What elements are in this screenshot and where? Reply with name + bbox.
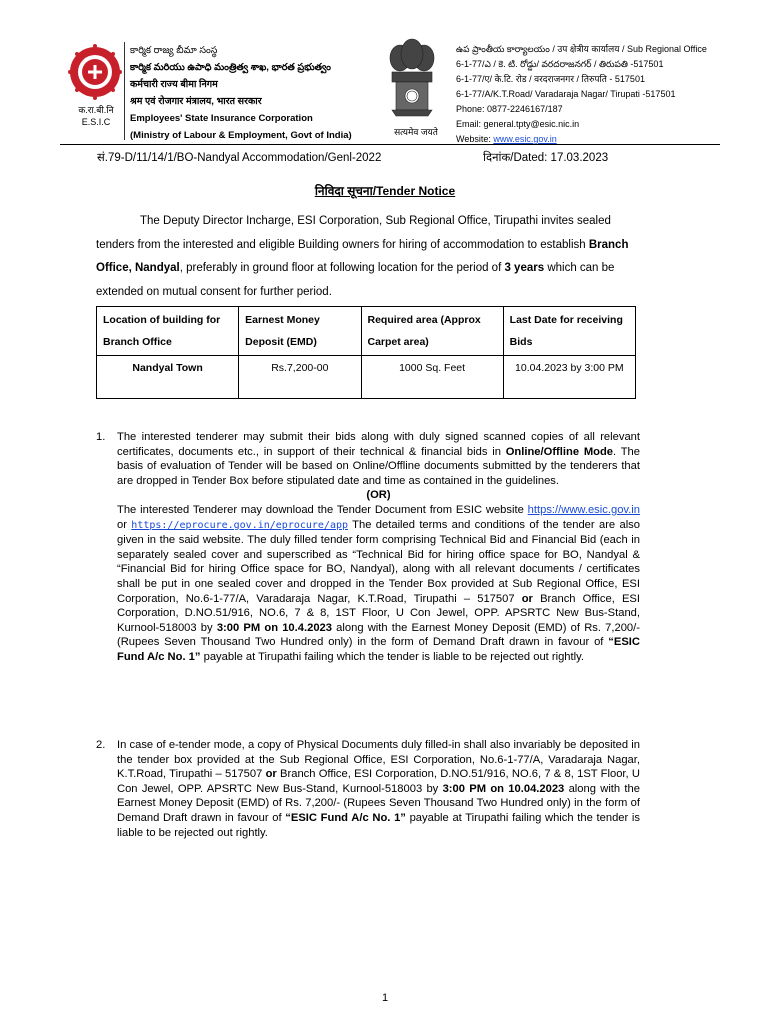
national-emblem-icon: [384, 36, 440, 124]
eprocure-link[interactable]: https://eprocure.gov.in/eprocure/app: [131, 519, 349, 531]
table-cell: 1000 Sq. Feet: [361, 356, 503, 399]
phone: Phone: 0877-2246167/187: [456, 104, 563, 114]
address-english: 6-1-77/A/K.T.Road/ Varadaraja Nagar/ Tirupati -517501: [456, 89, 676, 99]
header-divider: [124, 42, 125, 140]
org-name-hindi: कर्मचारी राज्य बीमा निगम: [130, 79, 218, 90]
header-right-block: [456, 42, 746, 147]
tender-table: [96, 306, 636, 399]
clause-number: 2.: [96, 739, 106, 751]
table-cell: Rs.7,200-00: [239, 356, 361, 399]
table-header: Earnest Money Deposit (EMD): [239, 307, 361, 356]
clause-2: 2. In case of e-tender mode, a copy of Physical Documents duly filled-in shall also invariably be deposited in the tender box provided at the Sub Regional Office, ESI Corporation, No.6-1-77/A, Varadaraja Nagar, K.T.Road, Tirupathi – 517507 or Branch Office, ESI Corporation, D.NO.51/916, NO.6, 7 & 8, 1ST Floor, U Con Jewel, OPP. APSRTC New Bus-Stand, Kurnool-518003 by 3:00 PM on 10.04.2023 along with the Earnest Money Deposit (EMD) of Rs. 7,200/- (Rupees Seven Thousand Two Hundred only) in the form of Demand Draft drawn in favour of “ESIC Fund A/c No. 1” payable at Tirupathi failing which the tender is liable to be rejected out rightly.: [96, 739, 641, 839]
org-name-english: Employees' State Insurance Corporation: [130, 113, 313, 124]
logo-caption: क.रा.बी.नि E.S.I.C: [78, 105, 114, 127]
table-header: Required area (Approx Carpet area): [361, 307, 503, 356]
email: Email: general.tpty@esic.nic.in: [456, 119, 580, 129]
clause-1: 1. The interested tenderer may submit their bids along with duly signed scanned copies of all relevant certificates, documents etc., in support of their technical & financial bids in Online/Offline Mode. The basis of evaluation of Tender will be based on Online/Offline documents submitted by the tenderers that are dropped in Tender Box before stipulated date and time as contained in the guidelines. (OR) The interested Tenderer may download the Tender Document from ESIC website https://www.esic.gov.in or https://eprocure.gov.in/eprocure/app The detailed terms and conditions of the tender are also given in the said website. The duly filled tender form comprising Technical Bid and Financial Bid (each in separately sealed cover and superscribed as “Technical Bid for hiring office space for BO, Nandyal & “Financial Bid for hiring Office space for BO, Nandyal), along with all relevant documents / certificates shall be put in one sealed cover and dropped in the Tender Box provided at Sub Regional Office, ESI Corporation, No.6-1-77/A, Varadaraja Nagar, K.T.Road, Tirupathi – 517507 or Branch Office, ESI Corporation, D.NO.51/916, NO.6, 7 & 8, 1ST Floor, U Con Jewel, OPP. APSRTC New Bus-Stand, Kurnool-518003 by 3:00 PM on 10.4.2023 along with the Earnest Money Deposit (EMD) of Rs. 7,200/- (Rupees Seven Thousand Two Hundred only) in the form of Demand Draft drawn in favour of “ESIC Fund A/c No. 1” payable at Tirupathi failing which the tender is liable to be rejected out rightly.: [96, 431, 641, 663]
org-name-telugu: కార్మిక రాజ్య బీమా సంస్థ: [130, 45, 218, 56]
ministry-english: (Ministry of Labour & Employment, Govt of India): [130, 130, 352, 141]
website: Website: www.esic.gov.in: [456, 134, 557, 144]
ministry-telugu: కార్మిక మరియు ఉపాధి మంత్రిత్వ శాఖ, భారత ప్రభుత్వం: [130, 62, 331, 73]
table-cell: Nandyal Town: [97, 356, 239, 399]
emblem-caption: सत्यमेव जयते: [394, 127, 438, 137]
table-cell: 10.04.2023 by 3:00 PM: [503, 356, 635, 399]
clause-number: 1.: [96, 431, 106, 443]
table-header-row: [97, 307, 636, 356]
table-row: [97, 356, 636, 399]
intro-paragraph: The Deputy Director Incharge, ESI Corporation, Sub Regional Office, Tirupathi invites sealed tenders from the interested and eligible Building owners for hiring of accommodation to establish Branch Office, Nandyal, preferably in ground floor at following location for the period of 3 years which can be extended on mutual consent for further period.: [96, 215, 629, 298]
header-left-block: [130, 42, 380, 144]
page-number: 1: [381, 992, 389, 1004]
reference-number: सं.79-D/11/14/1/BO-Nandyal Accommodation/Genl-2022: [97, 152, 382, 164]
address-telugu: 6-1-77/ఎ / కె. టి. రోడ్డు/ వరదరాజనగర్ / తిరుపతి -517501: [456, 59, 664, 69]
esic-website-link[interactable]: https://www.esic.gov.in: [527, 503, 640, 516]
website-link[interactable]: www.esic.gov.in: [493, 134, 557, 144]
table-header: Location of building for Branch Office: [97, 307, 239, 356]
or-separator: (OR): [366, 489, 391, 502]
table-header: Last Date for receiving Bids: [503, 307, 635, 356]
ministry-hindi: श्रम एवं रोजगार मंत्रालय, भारत सरकार: [130, 96, 262, 107]
address-hindi: 6-1-77/ए/ के.टि. रोड / वरदराजनगर / तिरुपति - 517501: [456, 74, 645, 84]
notice-date: दिनांक/Dated: 17.03.2023: [483, 152, 609, 164]
esic-logo-icon: [68, 44, 122, 108]
page-title: निविदा सूचना/Tender Notice: [314, 184, 456, 198]
office-title: ఉప ప్రాంతీయ కార్యాలయం / उप क्षेत्रीय कार्यालय / Sub Regional Office: [456, 44, 707, 54]
header-rule: [60, 144, 720, 145]
